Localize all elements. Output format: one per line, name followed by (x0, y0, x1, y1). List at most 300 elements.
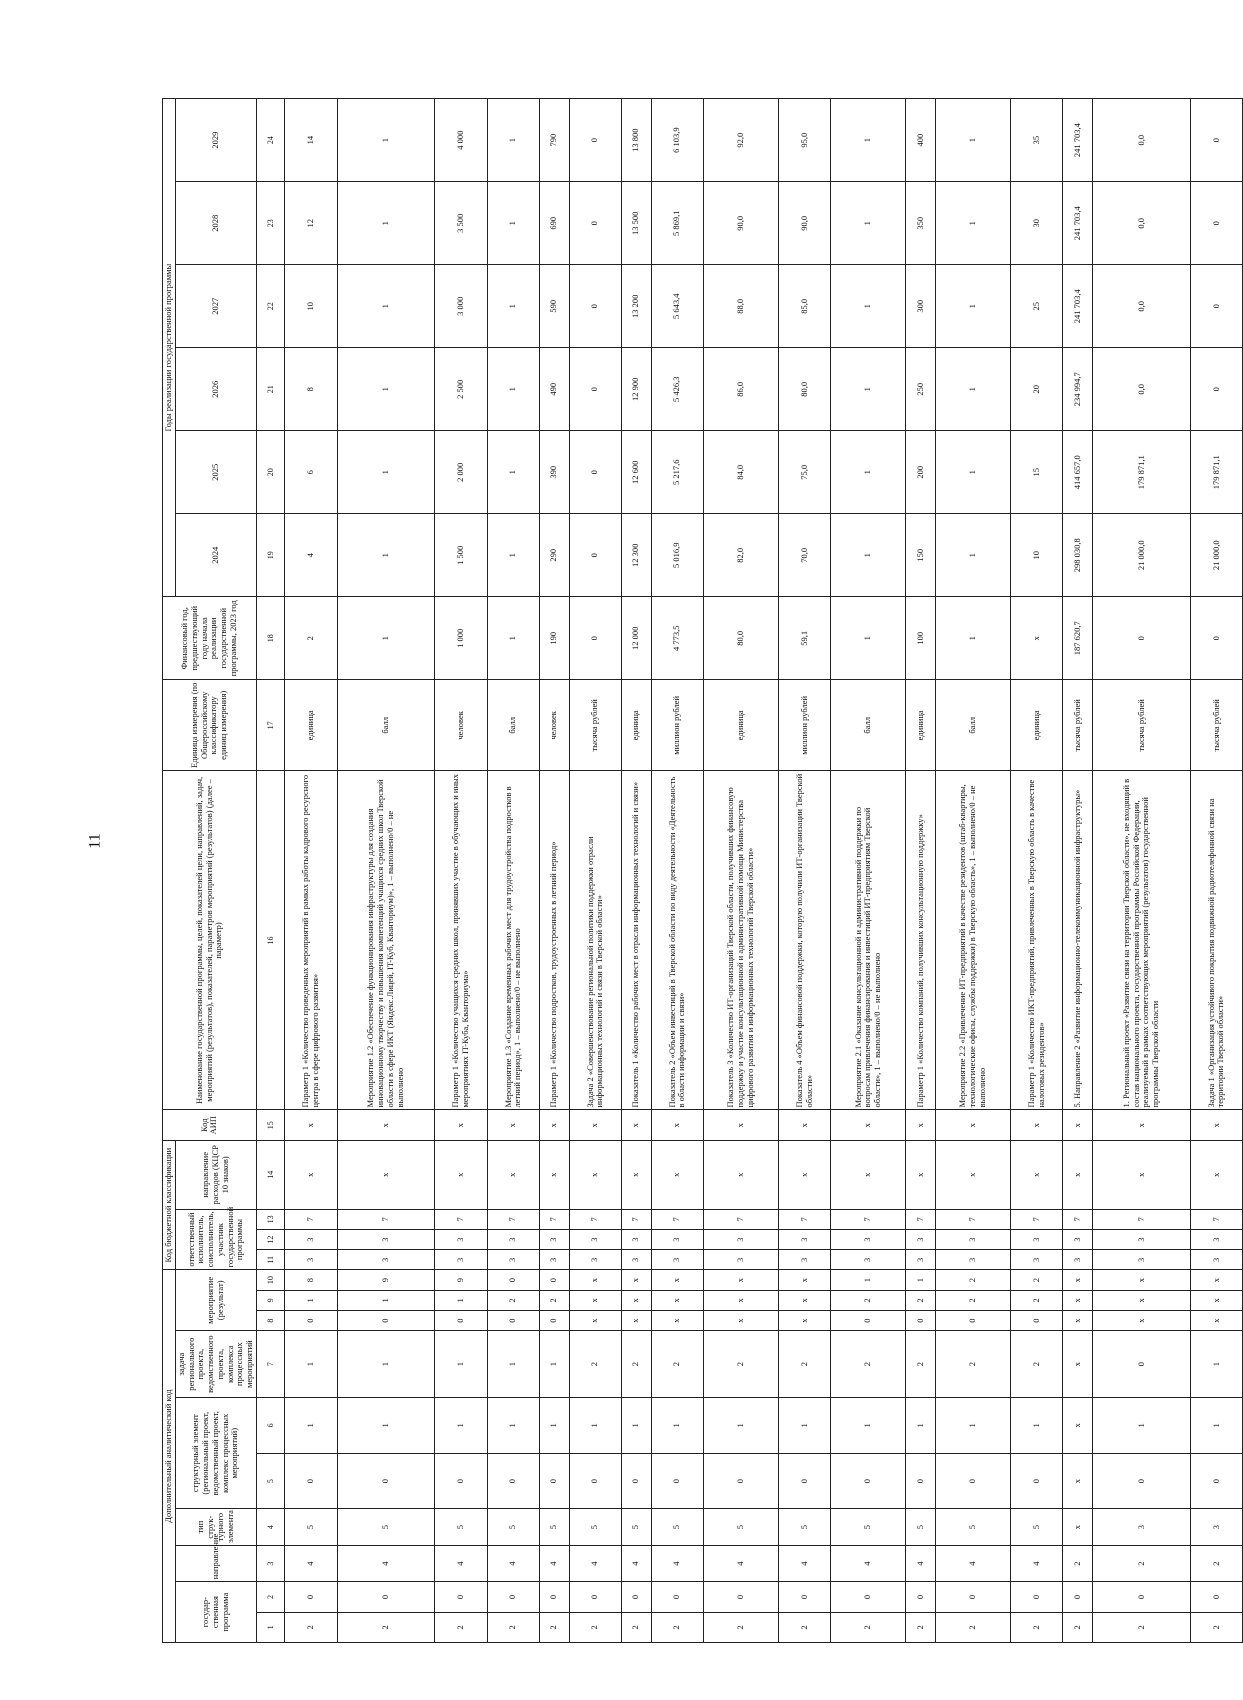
column-number-cell: 6 (256, 1398, 284, 1454)
year-value-cell: 0 (569, 514, 621, 597)
code-cell: 9 (337, 1270, 435, 1290)
column-number-cell: 1 (256, 1612, 284, 1642)
code-cell: 3 (936, 1250, 1011, 1270)
code-cell: 2 (1190, 1545, 1242, 1581)
base-year-value-cell: 0 (1190, 597, 1242, 680)
code-cell: 3 (539, 1250, 569, 1270)
aip-cell: x (778, 1110, 830, 1140)
unit-cell: тысяча рублей (1063, 680, 1093, 771)
year-value-cell: 300 (906, 265, 936, 348)
name-cell: Мероприятие 1.2 «Обеспечение функционирования инфраструктуры для создания инновационному творчеству и повышения компетенций учащихся средних школ Тверской области в сфере ИКТ (Яндекс.Лицей, IT-Куб, Кванториум)», 1 – выполнено/0 – не выполнено (337, 771, 435, 1110)
code-cell: x (1063, 1398, 1093, 1454)
year-value-cell: 84,0 (703, 431, 778, 514)
year-value-cell: 90,0 (703, 182, 778, 265)
year-value-cell: 250 (906, 348, 936, 431)
year-value-cell: 12 600 (621, 431, 651, 514)
table-row (487, 99, 539, 1643)
code-cell: 3 (936, 1229, 1011, 1249)
year-value-cell: 241 703,4 (1063, 265, 1093, 348)
name-cell: Параметр 1 «Количество ИКТ-предприятий, привлеченных в Тверскую область в качестве налоговых резидентов» (1011, 771, 1063, 1110)
year-value-cell: 1 (337, 514, 435, 597)
code-cell: 2 (1093, 1612, 1191, 1642)
code-cell: 3 (651, 1250, 703, 1270)
year-value-cell: 86,0 (703, 348, 778, 431)
code-cell: 3 (569, 1229, 621, 1249)
code-cell: 2 (906, 1612, 936, 1642)
aip-cell: x (435, 1110, 487, 1140)
code-cell: 0 (539, 1311, 569, 1331)
code-cell: 2 (621, 1612, 651, 1642)
unit-cell: единица (621, 680, 651, 771)
code-cell: 0 (487, 1311, 539, 1331)
year-2024-header: 2024 (175, 514, 256, 597)
unit-cell: единица (906, 680, 936, 771)
aip-cell: x (936, 1110, 1011, 1140)
code-cell: 0 (1011, 1453, 1063, 1509)
year-value-cell: 6 103,9 (651, 99, 703, 182)
code-cell: 0 (651, 1582, 703, 1612)
code-cell: 2 (778, 1331, 830, 1398)
code-cell: 0 (435, 1582, 487, 1612)
code-cell: 1 (285, 1331, 337, 1398)
code-cell: 0 (285, 1453, 337, 1509)
year-value-cell: 1 (831, 265, 906, 348)
code-cell: 7 (703, 1209, 778, 1229)
kcsr-cell: x (1063, 1140, 1093, 1209)
code-cell: x (621, 1270, 651, 1290)
code-cell: 0 (1190, 1582, 1242, 1612)
code-cell: 7 (1063, 1209, 1093, 1229)
name-cell: Параметр 1 «Количество подростков, трудоустроенных в летний период» (539, 771, 569, 1110)
kcsr-cell: x (936, 1140, 1011, 1209)
table-row (435, 99, 487, 1643)
aip-cell: x (1011, 1110, 1063, 1140)
code-cell: 0 (1011, 1311, 1063, 1331)
code-cell: 0 (285, 1311, 337, 1331)
kcsr-cell: x (1093, 1140, 1191, 1209)
code-cell: 2 (831, 1612, 906, 1642)
kcsr-cell: x (831, 1140, 906, 1209)
year-value-cell: 12 900 (621, 348, 651, 431)
code-cell: 0 (936, 1453, 1011, 1509)
code-cell: 2 (1011, 1331, 1063, 1398)
unit-cell: тысяча рублей (1093, 680, 1191, 771)
year-value-cell: 0 (569, 431, 621, 514)
code-cell: 7 (569, 1209, 621, 1229)
code-cell: 1 (651, 1398, 703, 1454)
code-cell: 3 (1093, 1250, 1191, 1270)
code-cell: 2 (487, 1290, 539, 1310)
year-2029-header: 2029 (175, 99, 256, 182)
year-value-cell: 90,0 (778, 182, 830, 265)
year-value-cell: 241 703,4 (1063, 182, 1093, 265)
column-number-cell: 8 (256, 1311, 284, 1331)
year-value-cell: 0 (569, 99, 621, 182)
code-cell: 4 (906, 1545, 936, 1581)
code-cell: 4 (621, 1545, 651, 1581)
code-cell: 0 (487, 1582, 539, 1612)
code-cell: 0 (337, 1311, 435, 1331)
name-cell: Задача 1 «Организация устойчивого покрытия подвижной радиотелефонной связи на территории Тверской области» (1190, 771, 1242, 1110)
code-cell: x (1063, 1331, 1093, 1398)
aip-cell: x (569, 1110, 621, 1140)
year-value-cell: 30 (1011, 182, 1063, 265)
code-cell: 3 (1093, 1509, 1191, 1545)
year-value-cell: 1 (831, 99, 906, 182)
code-cell: 5 (285, 1509, 337, 1545)
year-value-cell: 690 (539, 182, 569, 265)
year-value-cell: 350 (906, 182, 936, 265)
year-value-cell: 0 (569, 265, 621, 348)
name-cell: Задача 2 «Совершенствование региональной политики поддержки отрасли информационных технологий и связи в Тверской области» (569, 771, 621, 1110)
year-value-cell: 1 (337, 182, 435, 265)
code-cell: x (778, 1290, 830, 1310)
year-value-cell: 35 (1011, 99, 1063, 182)
code-cell: 2 (778, 1612, 830, 1642)
kcsr-cell: x (285, 1140, 337, 1209)
code-cell: 3 (569, 1250, 621, 1270)
table-row (651, 99, 703, 1643)
code-cell: 0 (936, 1582, 1011, 1612)
year-value-cell: 5 643,4 (651, 265, 703, 348)
year-value-cell: 2 000 (435, 431, 487, 514)
code-cell: 3 (337, 1229, 435, 1249)
name-cell: Показатель 3 «Количество ИТ-организаций Тверской области, получивших финансовую поддержку и участие консультационной и административной помощи Министерства цифрового развития и информационных технологий Тверской области» (703, 771, 778, 1110)
table-row (337, 99, 435, 1643)
year-value-cell: 234 994,7 (1063, 348, 1093, 431)
year-value-cell: 241 703,4 (1063, 99, 1093, 182)
column-number-cell: 7 (256, 1331, 284, 1398)
code-cell: 0 (831, 1311, 906, 1331)
code-cell: 7 (1011, 1209, 1063, 1229)
code-cell: 2 (831, 1331, 906, 1398)
unit-cell: единица (1011, 680, 1063, 771)
table-row (1093, 99, 1191, 1643)
code-cell: x (1093, 1311, 1191, 1331)
year-value-cell: 5 217,6 (651, 431, 703, 514)
code-cell: 0 (1190, 1453, 1242, 1509)
code-cell: x (621, 1290, 651, 1310)
year-value-cell: 85,0 (778, 265, 830, 348)
code-cell: 5 (703, 1509, 778, 1545)
year-value-cell: 1 (337, 265, 435, 348)
code-cell: 1 (337, 1331, 435, 1398)
aip-cell: x (831, 1110, 906, 1140)
unit-cell: единица (285, 680, 337, 771)
code-cell: 5 (621, 1509, 651, 1545)
code-cell: 1 (1190, 1331, 1242, 1398)
base-year-value-cell: 1 (831, 597, 906, 680)
code-cell: 3 (703, 1250, 778, 1270)
column-number-cell: 13 (256, 1209, 284, 1229)
code-cell: 7 (487, 1209, 539, 1229)
column-number-cell: 20 (256, 431, 284, 514)
unit-cell: человек (539, 680, 569, 771)
unit-cell: балл (337, 680, 435, 771)
table-row (703, 99, 778, 1643)
code-cell: 1 (831, 1270, 906, 1290)
code-cell: 2 (936, 1612, 1011, 1642)
code-cell: 0 (703, 1453, 778, 1509)
year-value-cell: 80,0 (778, 348, 830, 431)
column-number-cell: 23 (256, 182, 284, 265)
code-cell: 3 (539, 1229, 569, 1249)
column-number-cell: 10 (256, 1270, 284, 1290)
year-value-cell: 290 (539, 514, 569, 597)
column-number-cell: 16 (256, 771, 284, 1110)
code-cell: x (1063, 1453, 1093, 1509)
code-cell: 0 (539, 1582, 569, 1612)
column-number-cell: 17 (256, 680, 284, 771)
year-value-cell: 10 (1011, 514, 1063, 597)
year-value-cell: 95,0 (778, 99, 830, 182)
code-cell: x (703, 1270, 778, 1290)
year-2025-header: 2025 (175, 431, 256, 514)
table-row (1063, 99, 1093, 1643)
name-cell: Показатель 1 «Количество рабочих мест в отрасли информационных технологий и связи» (621, 771, 651, 1110)
rotated-table-sheet (162, 98, 1226, 1643)
code-cell: 4 (703, 1545, 778, 1581)
unit-cell: миллион рублей (778, 680, 830, 771)
kcsr-cell: x (487, 1140, 539, 1209)
table-row (906, 99, 936, 1643)
year-value-cell: 1 (936, 265, 1011, 348)
aip-cell: x (539, 1110, 569, 1140)
base-year-value-cell: 187 620,7 (1063, 597, 1093, 680)
code-cell: 2 (651, 1331, 703, 1398)
base-year-value-cell: 12 000 (621, 597, 651, 680)
year-value-cell: 70,0 (778, 514, 830, 597)
year-value-cell: 5 016,9 (651, 514, 703, 597)
table-row (539, 99, 569, 1643)
name-cell: Параметр 1 «Количество учащихся средних школ, принявших участие в обучающих и иных мероприятиях IT-Куба, Кванториума» (435, 771, 487, 1110)
code-cell: 3 (285, 1229, 337, 1249)
code-cell: 2 (569, 1612, 621, 1642)
year-value-cell: 0 (1190, 265, 1242, 348)
year-value-cell: 0 (1190, 182, 1242, 265)
year-value-cell: 1 (487, 182, 539, 265)
code-cell: 4 (337, 1545, 435, 1581)
additional-code-header: Дополнительный аналитический код (163, 1270, 176, 1643)
year-value-cell: 1 500 (435, 514, 487, 597)
direction-header: направление (175, 1545, 256, 1581)
code-cell: x (1190, 1270, 1242, 1290)
kcsr-cell: x (337, 1140, 435, 1209)
code-cell: 7 (621, 1209, 651, 1229)
code-cell: x (703, 1311, 778, 1331)
code-cell: x (621, 1311, 651, 1331)
code-cell: 0 (936, 1311, 1011, 1331)
unit-cell: тысяча рублей (569, 680, 621, 771)
column-number-row (256, 99, 284, 1643)
code-cell: 3 (778, 1250, 830, 1270)
base-year-value-cell: 80,0 (703, 597, 778, 680)
base-year-value-cell: 100 (906, 597, 936, 680)
year-value-cell: 3 000 (435, 265, 487, 348)
aip-cell: x (703, 1110, 778, 1140)
code-cell: 3 (1190, 1250, 1242, 1270)
code-cell: 8 (285, 1270, 337, 1290)
code-cell: 7 (936, 1209, 1011, 1229)
code-cell: x (569, 1290, 621, 1310)
name-cell: 1. Региональный проект «Развитие связи на территории Тверской области», не входящий в состав национального проекта, государственной программы Российской Федерации, реализуемый в рамках соответствующих мероприятий (результатов) государственной программы Тверской области (1093, 771, 1191, 1110)
code-cell: 2 (906, 1290, 936, 1310)
year-value-cell: 25 (1011, 265, 1063, 348)
code-cell: 0 (487, 1453, 539, 1509)
table-row (1011, 99, 1063, 1643)
code-cell: 0 (435, 1453, 487, 1509)
year-value-cell: 179 871,1 (1093, 431, 1191, 514)
code-cell: 3 (1063, 1229, 1093, 1249)
code-cell: x (1093, 1270, 1191, 1290)
year-value-cell: 20 (1011, 348, 1063, 431)
code-cell: 2 (285, 1612, 337, 1642)
unit-header: Единица измерения (по Общероссийскому классификатору единиц измерения) (163, 680, 257, 771)
code-cell: 4 (487, 1545, 539, 1581)
code-cell: x (778, 1270, 830, 1290)
code-cell: 4 (569, 1545, 621, 1581)
table-row (936, 99, 1011, 1643)
code-cell: 2 (569, 1331, 621, 1398)
code-cell: 2 (539, 1612, 569, 1642)
code-cell: 7 (906, 1209, 936, 1229)
code-cell: 7 (651, 1209, 703, 1229)
code-cell: 3 (285, 1250, 337, 1270)
code-cell: 0 (569, 1453, 621, 1509)
year-value-cell: 1 (936, 514, 1011, 597)
expense-direction-header: направление расходов (КЦСР 10 знаков) (175, 1140, 256, 1209)
code-cell: 7 (1093, 1209, 1191, 1229)
year-value-cell: 414 657,0 (1063, 431, 1093, 514)
unit-cell: балл (936, 680, 1011, 771)
code-cell: 4 (831, 1545, 906, 1581)
code-cell: 1 (906, 1270, 936, 1290)
code-cell: 5 (651, 1509, 703, 1545)
code-cell: 5 (569, 1509, 621, 1545)
code-cell: 2 (936, 1270, 1011, 1290)
code-cell: 1 (1190, 1398, 1242, 1454)
code-cell: 1 (1011, 1398, 1063, 1454)
code-cell: 1 (487, 1331, 539, 1398)
code-cell: 7 (831, 1209, 906, 1229)
code-cell: 2 (1093, 1545, 1191, 1581)
year-value-cell: 3 500 (435, 182, 487, 265)
year-value-cell: 13 200 (621, 265, 651, 348)
code-cell: 1 (539, 1398, 569, 1454)
base-year-value-cell: 1 (936, 597, 1011, 680)
code-cell: 5 (539, 1509, 569, 1545)
year-value-cell: 1 (831, 514, 906, 597)
year-value-cell: 5 426,3 (651, 348, 703, 431)
code-cell: 2 (831, 1290, 906, 1310)
year-value-cell: 1 (487, 431, 539, 514)
aip-cell: x (651, 1110, 703, 1140)
year-value-cell: 12 300 (621, 514, 651, 597)
structural-element-header: структурный элемент (региональный проект, ведомственный проект, комплекс процессных мероприятий) (175, 1398, 256, 1509)
year-value-cell: 0,0 (1093, 265, 1191, 348)
year-value-cell: 13 500 (621, 182, 651, 265)
column-number-cell: 22 (256, 265, 284, 348)
name-cell: Показатель 2 «Объем инвестиций в Тверской области по виду деятельности «Деятельность в области информации и связи» (651, 771, 703, 1110)
code-cell: 3 (435, 1229, 487, 1249)
code-cell: 2 (1063, 1612, 1093, 1642)
code-cell: x (569, 1311, 621, 1331)
kcsr-cell: x (778, 1140, 830, 1209)
column-number-cell: 15 (256, 1110, 284, 1140)
year-value-cell: 92,0 (703, 99, 778, 182)
code-cell: 7 (778, 1209, 830, 1229)
table-row (285, 99, 337, 1643)
name-cell: 5. Направление 2 «Развитие информационно-телекоммуникационной инфраструктуры» (1063, 771, 1093, 1110)
column-number-cell: 12 (256, 1229, 284, 1249)
year-value-cell: 1 (831, 431, 906, 514)
aip-cell: x (1093, 1110, 1191, 1140)
code-cell: 2 (651, 1612, 703, 1642)
code-cell: x (1063, 1290, 1093, 1310)
code-cell: 0 (569, 1582, 621, 1612)
code-cell: 2 (435, 1612, 487, 1642)
year-value-cell: 1 (337, 431, 435, 514)
year-value-cell: 14 (285, 99, 337, 182)
year-value-cell: 4 000 (435, 99, 487, 182)
code-cell: 2 (936, 1331, 1011, 1398)
code-cell: 3 (621, 1229, 651, 1249)
column-number-cell: 5 (256, 1453, 284, 1509)
code-cell: 4 (435, 1545, 487, 1581)
code-cell: 3 (621, 1250, 651, 1270)
years-group-header: Годы реализации государственной программы (163, 99, 176, 597)
column-number-cell: 14 (256, 1140, 284, 1209)
aip-code-header: Код АИП (163, 1110, 257, 1140)
code-cell: x (651, 1290, 703, 1310)
column-number-cell: 11 (256, 1250, 284, 1270)
column-number-cell: 2 (256, 1582, 284, 1612)
year-value-cell: 0 (1190, 348, 1242, 431)
code-cell: 3 (487, 1250, 539, 1270)
aip-cell: x (1063, 1110, 1093, 1140)
unit-cell: человек (435, 680, 487, 771)
code-cell: x (651, 1270, 703, 1290)
program-indicators-table (162, 98, 1243, 1643)
code-cell: 3 (1190, 1509, 1242, 1545)
code-cell: 3 (1190, 1229, 1242, 1249)
name-cell: Параметр 1 «Количество компаний, получивших консультационную поддержку» (906, 771, 936, 1110)
code-cell: 4 (285, 1545, 337, 1581)
code-cell: 2 (337, 1612, 435, 1642)
base-year-value-cell: 1 000 (435, 597, 487, 680)
code-cell: 3 (337, 1250, 435, 1270)
year-value-cell: 0,0 (1093, 182, 1191, 265)
year-value-cell: 8 (285, 348, 337, 431)
code-cell: 2 (906, 1331, 936, 1398)
code-cell: 3 (1063, 1250, 1093, 1270)
year-value-cell: 4 (285, 514, 337, 597)
year-value-cell: 1 (487, 265, 539, 348)
code-cell: 4 (1011, 1545, 1063, 1581)
code-cell: 0 (1011, 1582, 1063, 1612)
code-cell: 1 (435, 1290, 487, 1310)
name-header: Наименование государственной программы, целей, показателей цели, направлений, задач, мероприятий (результатов), показателей, параметров мероприятий (результатов) (далее – параметр) (163, 771, 257, 1110)
aip-cell: x (1190, 1110, 1242, 1140)
code-cell: 1 (285, 1290, 337, 1310)
code-cell: 0 (778, 1453, 830, 1509)
code-cell: 1 (621, 1398, 651, 1454)
code-cell: 7 (285, 1209, 337, 1229)
year-value-cell: 1 (831, 348, 906, 431)
aip-cell: x (285, 1110, 337, 1140)
year-value-cell: 200 (906, 431, 936, 514)
aip-cell: x (337, 1110, 435, 1140)
